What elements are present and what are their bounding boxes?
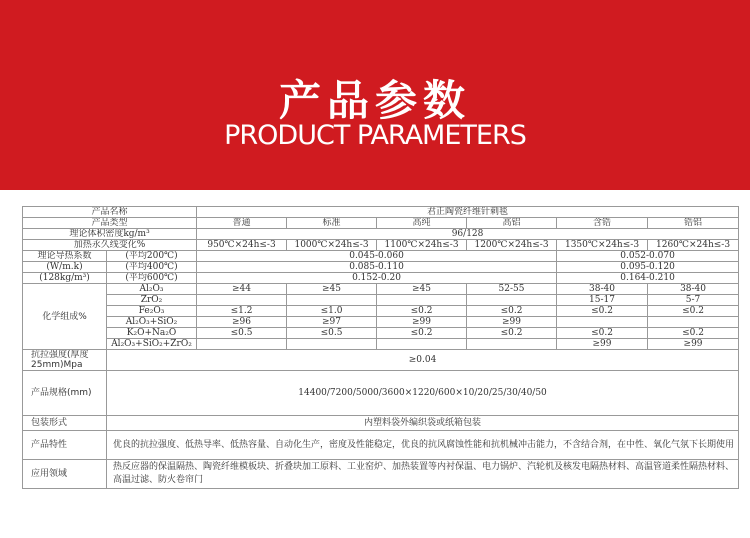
thermal-value: 0.152-0.20 bbox=[197, 273, 557, 284]
thermal-value: 0.085-0.110 bbox=[197, 262, 557, 273]
chem-value: 52-55 bbox=[467, 284, 557, 295]
page-title: 产品参数 bbox=[278, 76, 471, 125]
table-row bbox=[23, 207, 739, 218]
table-row bbox=[23, 371, 739, 416]
chem-value: ≥99 bbox=[557, 339, 648, 350]
shrink-value: 1350℃×24h≤-3 bbox=[557, 240, 648, 251]
table-row bbox=[23, 240, 739, 251]
chem-label: 化学组成% bbox=[23, 284, 107, 350]
thermal-label-2: (W/m.k) bbox=[23, 262, 107, 273]
table-row bbox=[23, 431, 739, 460]
product-type-label: 产品类型 bbox=[23, 218, 197, 229]
chem-value: ≥96 bbox=[197, 317, 287, 328]
chem-value bbox=[648, 317, 739, 328]
thermal-temp: (平均600℃) bbox=[107, 273, 197, 284]
chem-value: ≤1.0 bbox=[287, 306, 377, 317]
chem-value: ≤1.2 bbox=[197, 306, 287, 317]
shrink-value: 1100℃×24h≤-3 bbox=[377, 240, 467, 251]
chem-value: ≤0.5 bbox=[197, 328, 287, 339]
type-cell: 普通 bbox=[197, 218, 287, 229]
chem-value bbox=[197, 295, 287, 306]
chem-value: ≥44 bbox=[197, 284, 287, 295]
chem-value bbox=[287, 295, 377, 306]
table-row bbox=[23, 251, 739, 262]
chem-value: ≤0.2 bbox=[467, 306, 557, 317]
chem-value: ≥45 bbox=[287, 284, 377, 295]
spec-value: 14400/7200/5000/3600×1220/600×10/20/25/30/40/50 bbox=[107, 371, 739, 416]
chem-value bbox=[557, 317, 648, 328]
thermal-temp: (平均200℃) bbox=[107, 251, 197, 262]
table-row bbox=[23, 295, 739, 306]
thermal-label-3: (128kg/m³) bbox=[23, 273, 107, 284]
chem-value bbox=[467, 295, 557, 306]
thermal-temp: (平均400℃) bbox=[107, 262, 197, 273]
pack-label: 包装形式 bbox=[23, 416, 107, 431]
thermal-value: 0.045-0.060 bbox=[197, 251, 557, 262]
table-row bbox=[23, 328, 739, 339]
chem-value: 15-17 bbox=[557, 295, 648, 306]
chem-value bbox=[197, 339, 287, 350]
chem-value: ≤0.2 bbox=[377, 306, 467, 317]
table-row bbox=[23, 416, 739, 431]
type-cell: 锆铝 bbox=[648, 218, 739, 229]
chem-name: Al₂O₃+SiO₂ bbox=[107, 317, 197, 328]
thermal-label-1: 理论导热系数 bbox=[23, 251, 107, 262]
chem-value: ≤0.5 bbox=[287, 328, 377, 339]
chem-name: K₂O+Na₂O bbox=[107, 328, 197, 339]
table-row bbox=[23, 306, 739, 317]
pack-value: 内塑料袋外编织袋或纸箱包装 bbox=[107, 416, 739, 431]
chem-value bbox=[467, 339, 557, 350]
density-value: 96/128 bbox=[197, 229, 739, 240]
thermal-value: 0.052-0.070 bbox=[557, 251, 739, 262]
table-row bbox=[23, 460, 739, 489]
shrink-value: 950℃×24h≤-3 bbox=[197, 240, 287, 251]
density-label: 理论体积密度kg/m³ bbox=[23, 229, 197, 240]
chem-value: ≥97 bbox=[287, 317, 377, 328]
table-row bbox=[23, 317, 739, 328]
table-row bbox=[23, 218, 739, 229]
shrink-label: 加热永久线变化% bbox=[23, 240, 197, 251]
feature-value: 优良的抗拉强度、低热导率、低热容量、自动化生产，密度及性能稳定，优良的抗风腐蚀性能和抗机械冲击能力，不含结合剂，在中性、氧化气氛下长期使用 bbox=[107, 431, 739, 460]
chem-value: 5-7 bbox=[648, 295, 739, 306]
chem-value: ≤0.2 bbox=[557, 306, 648, 317]
parameters-table-wrapper bbox=[22, 206, 738, 489]
chem-value bbox=[377, 339, 467, 350]
chem-value: ≥45 bbox=[377, 284, 467, 295]
type-cell: 标准 bbox=[287, 218, 377, 229]
table-row bbox=[23, 273, 739, 284]
strength-label bbox=[23, 350, 107, 371]
product-name-value: 君正陶瓷纤维针刺毯 bbox=[197, 207, 739, 218]
chem-value: 38-40 bbox=[648, 284, 739, 295]
header-banner bbox=[0, 0, 750, 190]
chem-value: ≥99 bbox=[648, 339, 739, 350]
strength-value: ≥0.04 bbox=[107, 350, 739, 371]
type-cell: 高纯 bbox=[377, 218, 467, 229]
type-cell: 含锆 bbox=[557, 218, 648, 229]
app-label: 应用领域 bbox=[23, 460, 107, 489]
chem-value: ≤0.2 bbox=[648, 328, 739, 339]
product-name-label: 产品名称 bbox=[23, 207, 197, 218]
chem-name: ZrO₂ bbox=[107, 295, 197, 306]
chem-name: Al₂O₃+SiO₂+ZrO₂ bbox=[107, 339, 197, 350]
table-row bbox=[23, 229, 739, 240]
thermal-value: 0.164-0.210 bbox=[557, 273, 739, 284]
chem-value: ≥99 bbox=[467, 317, 557, 328]
spec-label: 产品规格(mm) bbox=[23, 371, 107, 416]
table-row bbox=[23, 262, 739, 273]
chem-value: ≥99 bbox=[377, 317, 467, 328]
shrink-value: 1200℃×24h≤-3 bbox=[467, 240, 557, 251]
page-subtitle: PRODUCT PARAMETERS bbox=[224, 120, 526, 151]
parameters-table bbox=[22, 206, 739, 489]
chem-value: ≤0.2 bbox=[377, 328, 467, 339]
shrink-value: 1000℃×24h≤-3 bbox=[287, 240, 377, 251]
chem-value bbox=[377, 295, 467, 306]
type-cell: 高铝 bbox=[467, 218, 557, 229]
table-row bbox=[23, 350, 739, 371]
chem-value bbox=[287, 339, 377, 350]
chem-value: ≤0.2 bbox=[648, 306, 739, 317]
app-value: 热反应器的保温隔热、陶瓷纤维模板块、折叠块加工原料、工业窑炉、加热装置等内衬保温、电力锅炉、汽轮机及核发电隔热材料、高温管道柔性隔热材料、高温过滤、防火卷帘门 bbox=[107, 460, 739, 489]
chem-value: 38-40 bbox=[557, 284, 648, 295]
strength-label-line-1: 抗拉强度(厚度 bbox=[31, 350, 89, 360]
chem-value: ≤0.2 bbox=[557, 328, 648, 339]
strength-label-line-2: 25mm)Mpa bbox=[31, 360, 83, 370]
table-row bbox=[23, 339, 739, 350]
thermal-value: 0.095-0.120 bbox=[557, 262, 739, 273]
chem-name: Al₂O₃ bbox=[107, 284, 197, 295]
chem-name: Fe₂O₃ bbox=[107, 306, 197, 317]
shrink-value: 1260℃×24h≤-3 bbox=[648, 240, 739, 251]
chem-value: ≤0.2 bbox=[467, 328, 557, 339]
feature-label: 产品特性 bbox=[23, 431, 107, 460]
table-row bbox=[23, 284, 739, 295]
